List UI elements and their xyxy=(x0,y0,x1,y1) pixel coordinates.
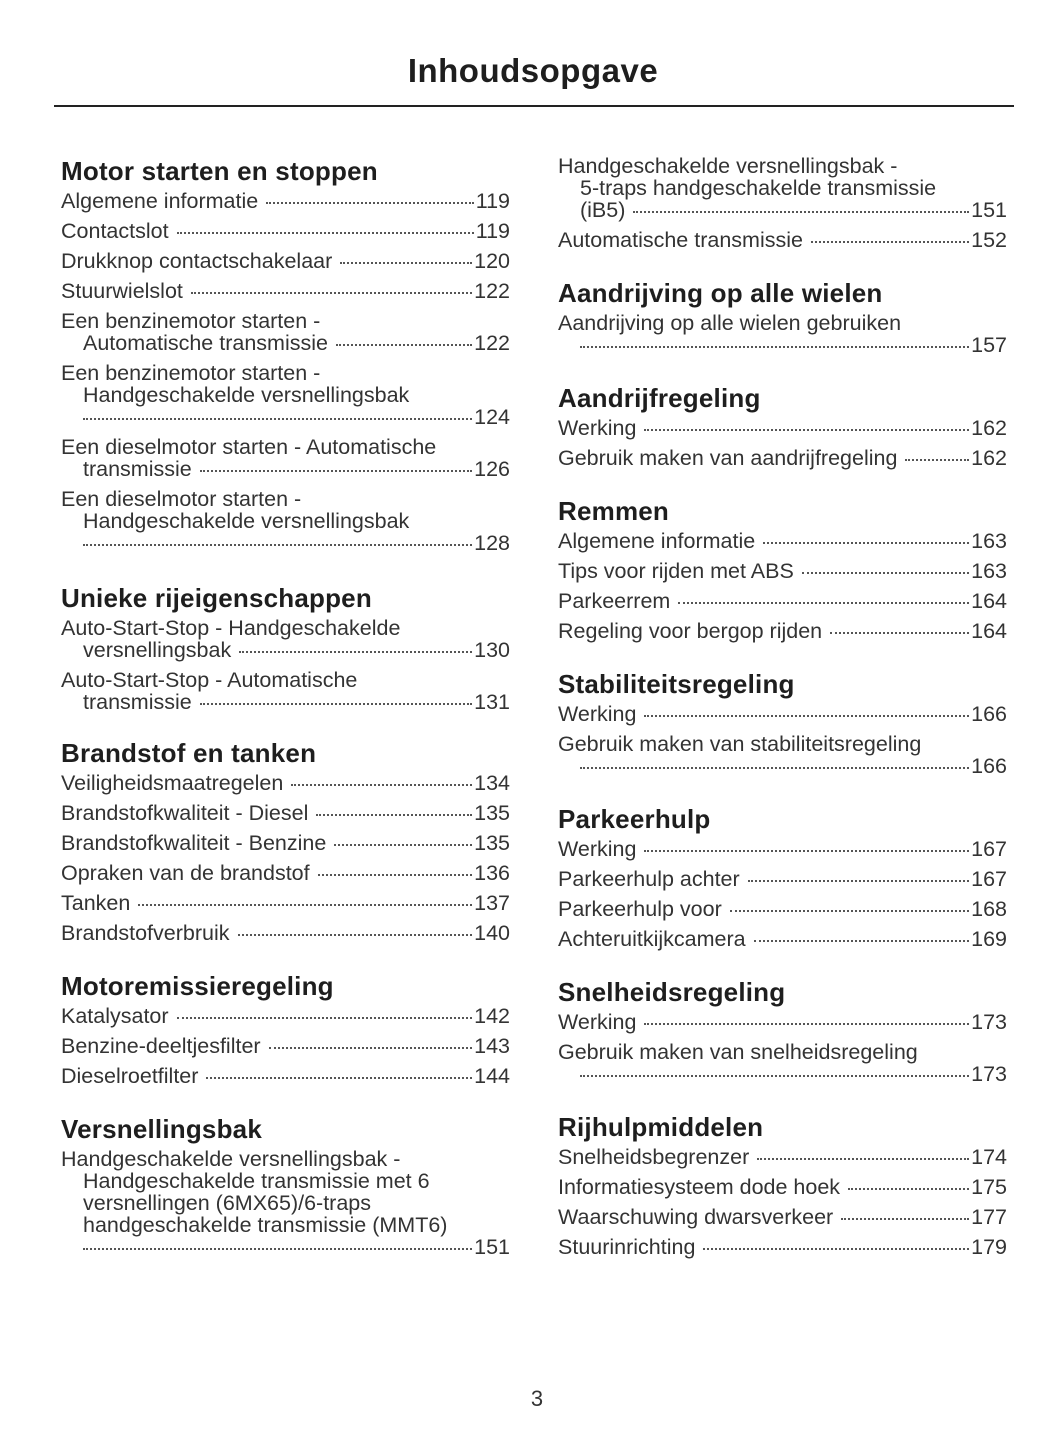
page-ref: 162 xyxy=(971,416,1007,440)
toc-section xyxy=(61,737,510,944)
page-ref: 152 xyxy=(971,228,1007,252)
entry-text: Parkeerhulp achter xyxy=(558,867,740,891)
dot-leader xyxy=(644,850,969,852)
entry-text: Informatiesysteem dode hoek xyxy=(558,1175,841,1199)
toc-section xyxy=(558,495,1007,642)
page-ref: 179 xyxy=(971,1235,1007,1259)
dot-leader xyxy=(848,1188,969,1190)
section-heading: Remmen xyxy=(558,496,670,526)
toc-entry[interactable] xyxy=(61,802,510,824)
page-ref: 122 xyxy=(474,331,510,355)
entry-text: Algemene informatie xyxy=(61,189,259,213)
section-heading: Snelheidsregeling xyxy=(558,977,786,1007)
entry-text: Drukknop contactschakelaar xyxy=(61,249,333,273)
toc-section xyxy=(558,155,1007,251)
page-ref: 143 xyxy=(474,1034,510,1058)
toc-entry[interactable] xyxy=(61,669,510,713)
entry-text: Brandstofverbruik xyxy=(61,921,230,945)
dot-leader xyxy=(644,715,969,717)
toc-entry[interactable] xyxy=(558,868,1007,890)
toc-section xyxy=(558,803,1007,950)
entry-text: Algemene informatie xyxy=(558,529,756,553)
entry-text: Aandrijving op alle wielen gebruiken xyxy=(558,311,902,335)
entry-text: Gebruik maken van snelheidsregeling xyxy=(558,1040,918,1064)
entry-text: Handgeschakelde versnellingsbak - xyxy=(558,154,898,178)
toc-entry[interactable] xyxy=(558,733,1007,777)
dot-leader xyxy=(340,262,472,264)
page-ref: 119 xyxy=(475,189,510,213)
toc-entry[interactable] xyxy=(61,436,510,480)
entry-text: versnellingsbak xyxy=(83,638,232,662)
dot-leader xyxy=(730,910,969,912)
page-ref: 163 xyxy=(971,559,1007,583)
toc-entry[interactable] xyxy=(61,772,510,794)
toc-entry[interactable] xyxy=(558,530,1007,552)
page-ref: 164 xyxy=(971,589,1007,613)
toc-section xyxy=(61,1113,510,1258)
toc-entry[interactable] xyxy=(558,1146,1007,1168)
dot-leader xyxy=(580,767,969,769)
dot-leader xyxy=(206,1077,472,1079)
toc-entry[interactable] xyxy=(558,590,1007,612)
toc-entry[interactable] xyxy=(61,892,510,914)
section-heading: Versnellingsbak xyxy=(61,1114,262,1144)
section-heading: Motor starten en stoppen xyxy=(61,156,378,186)
entry-text: Werking xyxy=(558,837,637,861)
dot-leader xyxy=(83,1248,472,1250)
entry-text: Automatische transmissie xyxy=(83,331,328,355)
page-ref: 131 xyxy=(474,690,510,714)
toc-section xyxy=(61,582,510,713)
toc-entry[interactable] xyxy=(558,1206,1007,1228)
dot-leader xyxy=(841,1218,969,1220)
entry-text: Een benzinemotor starten - xyxy=(61,309,321,333)
toc-entry[interactable] xyxy=(558,838,1007,860)
section-heading: Aandrijfregeling xyxy=(558,383,761,413)
page-ref: 163 xyxy=(971,529,1007,553)
dot-leader xyxy=(830,632,969,634)
toc-entry[interactable] xyxy=(61,190,510,212)
entry-text: Brandstofkwaliteit - Diesel xyxy=(61,801,309,825)
section-heading: Stabiliteitsregeling xyxy=(558,669,795,699)
entry-text: transmissie xyxy=(83,457,192,481)
page-ref: 177 xyxy=(971,1205,1007,1229)
page-ref: 151 xyxy=(971,198,1007,222)
page-ref: 130 xyxy=(474,638,510,662)
entry-text: Parkeerrem xyxy=(558,589,671,613)
toc-entry[interactable] xyxy=(558,560,1007,582)
page-ref: 169 xyxy=(971,927,1007,951)
dot-leader xyxy=(748,880,969,882)
entry-text: Contactslot xyxy=(61,219,169,243)
toc-entry[interactable] xyxy=(558,620,1007,642)
dot-leader xyxy=(291,784,472,786)
entry-text: Handgeschakelde versnellingsbak xyxy=(83,509,410,533)
toc-entry[interactable] xyxy=(558,1011,1007,1033)
page-ref: 119 xyxy=(475,219,510,243)
dot-leader xyxy=(177,1017,473,1019)
dot-leader xyxy=(191,292,472,294)
entry-text: Gebruik maken van stabiliteitsregeling xyxy=(558,732,922,756)
entry-text: Achteruitkijkcamera xyxy=(558,927,746,951)
entry-text: Katalysator xyxy=(61,1004,169,1028)
entry-text: Werking xyxy=(558,1010,637,1034)
toc-entry[interactable] xyxy=(61,310,510,354)
dot-leader xyxy=(177,232,474,234)
dot-leader xyxy=(811,241,969,243)
entry-text: Tips voor rijden met ABS xyxy=(558,559,794,583)
entry-text: Auto-Start-Stop - Handgeschakelde xyxy=(61,616,401,640)
section-heading: Parkeerhulp xyxy=(558,804,711,834)
dot-leader xyxy=(905,459,969,461)
toc-entry[interactable] xyxy=(61,250,510,272)
page-ref: 144 xyxy=(474,1064,510,1088)
page-ref: 166 xyxy=(971,754,1007,778)
section-heading: Aandrijving op alle wielen xyxy=(558,278,883,308)
dot-leader xyxy=(318,874,473,876)
toc-entry[interactable] xyxy=(61,1035,510,1057)
page-ref: 126 xyxy=(474,457,510,481)
page-ref: 162 xyxy=(971,446,1007,470)
dot-leader xyxy=(763,542,969,544)
section-heading: Rijhulpmiddelen xyxy=(558,1112,764,1142)
page-ref: 135 xyxy=(474,801,510,825)
dot-leader xyxy=(580,1075,969,1077)
dot-leader xyxy=(757,1158,969,1160)
page-ref: 167 xyxy=(971,867,1007,891)
entry-text: Regeling voor bergop rijden xyxy=(558,619,823,643)
dot-leader xyxy=(200,470,472,472)
page-ref: 167 xyxy=(971,837,1007,861)
toc-entry[interactable] xyxy=(558,312,1007,356)
toc-section xyxy=(558,277,1007,356)
page-ref: 140 xyxy=(474,921,510,945)
entry-text: Een benzinemotor starten - xyxy=(61,361,321,385)
entry-text: Gebruik maken van aandrijfregeling xyxy=(558,446,898,470)
page-ref: 136 xyxy=(474,861,510,885)
toc-section xyxy=(61,970,510,1087)
entry-text: Parkeerhulp voor xyxy=(558,897,722,921)
toc-entry[interactable] xyxy=(558,417,1007,439)
toc-entry[interactable] xyxy=(61,488,510,554)
page-ref: 173 xyxy=(971,1010,1007,1034)
dot-leader xyxy=(644,429,969,431)
entry-text: Dieselroetfilter xyxy=(61,1064,199,1088)
dot-leader xyxy=(754,940,970,942)
page-title: Inhoudsopgave xyxy=(407,52,659,89)
entry-text: Handgeschakelde transmissie met 6 xyxy=(83,1169,430,1193)
toc-entry[interactable] xyxy=(61,922,510,944)
entry-text: Handgeschakelde versnellingsbak xyxy=(83,383,410,407)
toc-section xyxy=(558,668,1007,777)
entry-text: Opraken van de brandstof xyxy=(61,861,310,885)
page-ref: 137 xyxy=(474,891,510,915)
toc-entry[interactable] xyxy=(558,928,1007,950)
dot-leader xyxy=(678,602,969,604)
page-ref: 166 xyxy=(971,702,1007,726)
dot-leader xyxy=(703,1248,969,1250)
entry-text: Een dieselmotor starten - Automatische xyxy=(61,435,437,459)
dot-leader xyxy=(266,202,474,204)
page-ref: 122 xyxy=(474,279,510,303)
entry-text: Veiligheidsmaatregelen xyxy=(61,771,284,795)
dot-leader xyxy=(802,572,969,574)
toc-entry[interactable] xyxy=(61,832,510,854)
entry-text: Waarschuwing dwarsverkeer xyxy=(558,1205,834,1229)
entry-text: transmissie xyxy=(83,690,192,714)
toc-entry[interactable] xyxy=(61,220,510,242)
entry-text: Benzine-deeltjesfilter xyxy=(61,1034,261,1058)
page-ref: 142 xyxy=(474,1004,510,1028)
toc-entry[interactable] xyxy=(558,1236,1007,1258)
title-divider xyxy=(54,105,1014,107)
entry-text: Brandstofkwaliteit - Benzine xyxy=(61,831,327,855)
toc-entry[interactable] xyxy=(558,1176,1007,1198)
toc-entry[interactable] xyxy=(61,1148,510,1258)
entry-text: Auto-Start-Stop - Automatische xyxy=(61,668,358,692)
page-ref: 135 xyxy=(474,831,510,855)
toc-column-left xyxy=(61,155,510,1266)
toc-entry[interactable] xyxy=(61,1005,510,1027)
entry-text: Stuurinrichting xyxy=(558,1235,696,1259)
toc-entry[interactable] xyxy=(558,898,1007,920)
entry-text: handgeschakelde transmissie (MMT6) xyxy=(83,1213,448,1237)
toc-entry[interactable] xyxy=(61,280,510,302)
dot-leader xyxy=(644,1023,969,1025)
entry-text: versnellingen (6MX65)/6-traps xyxy=(83,1191,371,1215)
entry-text: Snelheidsbegrenzer xyxy=(558,1145,750,1169)
dot-leader xyxy=(269,1047,473,1049)
page-ref: 175 xyxy=(971,1175,1007,1199)
entry-text: 5-traps handgeschakelde transmissie xyxy=(580,176,937,200)
section-heading: Motoremissieregeling xyxy=(61,971,334,1001)
section-heading: Unieke rijeigenschappen xyxy=(61,583,372,613)
toc-entry[interactable] xyxy=(558,1041,1007,1085)
toc-entry[interactable] xyxy=(558,155,1007,221)
toc-entry[interactable] xyxy=(61,617,510,661)
toc-section xyxy=(558,976,1007,1085)
toc-column-right xyxy=(558,155,1007,1266)
toc-entry[interactable] xyxy=(558,703,1007,725)
page-ref: 151 xyxy=(474,1235,510,1259)
dot-leader xyxy=(316,814,472,816)
entry-text: Een dieselmotor starten - xyxy=(61,487,302,511)
page-ref: 164 xyxy=(971,619,1007,643)
toc-entry[interactable] xyxy=(61,1065,510,1087)
section-heading: Brandstof en tanken xyxy=(61,738,317,768)
page-ref: 157 xyxy=(971,333,1007,357)
dot-leader xyxy=(334,844,472,846)
entry-text: Stuurwielslot xyxy=(61,279,183,303)
dot-leader xyxy=(239,651,472,653)
dot-leader xyxy=(336,344,472,346)
page-ref: 173 xyxy=(971,1062,1007,1086)
dot-leader xyxy=(83,544,472,546)
page-number: 3 xyxy=(530,1386,544,1411)
entry-text: Handgeschakelde versnellingsbak - xyxy=(61,1147,401,1171)
entry-text: Automatische transmissie xyxy=(558,228,803,252)
toc-section xyxy=(558,1111,1007,1258)
toc-entry[interactable] xyxy=(61,362,510,428)
entry-text: Tanken xyxy=(61,891,131,915)
page-ref: 134 xyxy=(474,771,510,795)
toc-section xyxy=(61,155,510,554)
toc-entry[interactable] xyxy=(558,229,1007,251)
toc-section xyxy=(558,382,1007,469)
page-ref: 128 xyxy=(474,531,510,555)
toc-entry[interactable] xyxy=(61,862,510,884)
dot-leader xyxy=(83,418,472,420)
dot-leader xyxy=(633,211,969,213)
page-ref: 174 xyxy=(971,1145,1007,1169)
dot-leader xyxy=(200,703,472,705)
dot-leader xyxy=(238,934,473,936)
dot-leader xyxy=(580,346,969,348)
entry-text: Werking xyxy=(558,416,637,440)
dot-leader xyxy=(138,904,472,906)
entry-text: (iB5) xyxy=(580,198,626,222)
page-ref: 168 xyxy=(971,897,1007,921)
page-ref: 120 xyxy=(474,249,510,273)
entry-text: Werking xyxy=(558,702,637,726)
toc-entry[interactable] xyxy=(558,447,1007,469)
page-ref: 124 xyxy=(474,405,510,429)
